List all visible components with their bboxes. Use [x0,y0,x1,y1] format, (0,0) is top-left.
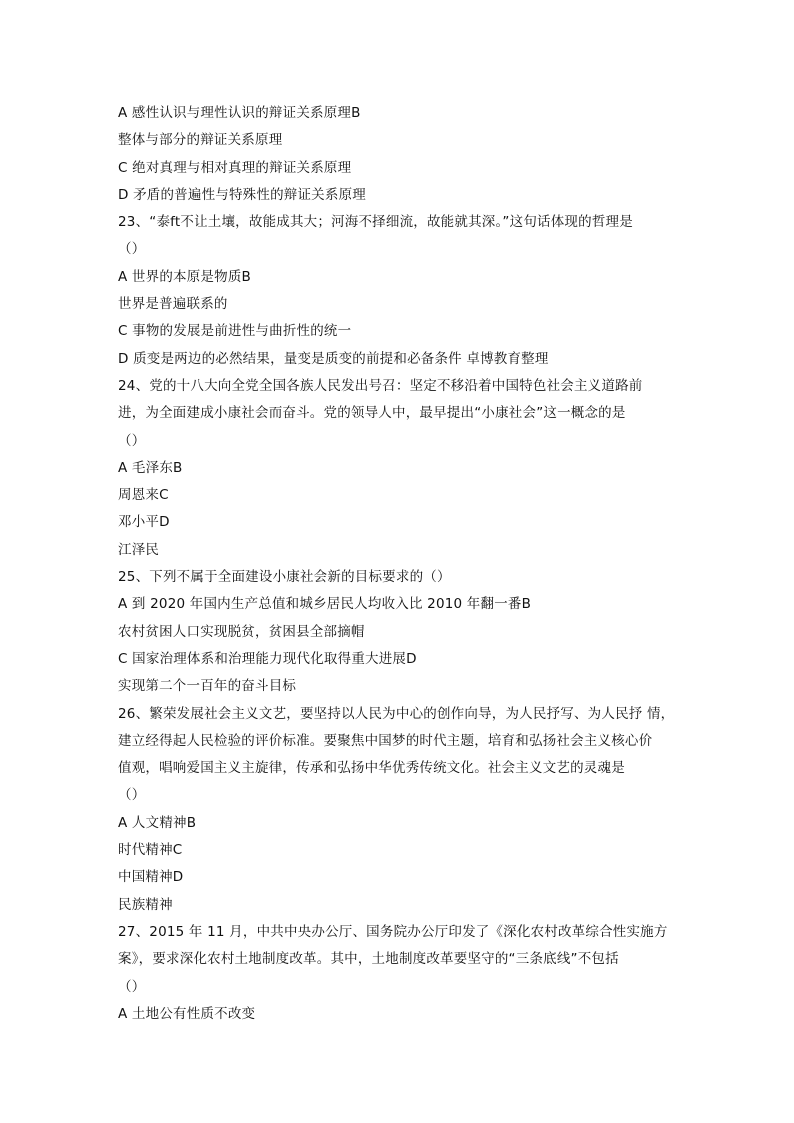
answer-blank: （） [118,787,146,804]
option-line: 邓小平D [118,514,170,531]
document-page [118,100,678,1028]
option-line: D 矛盾的普遍性与特殊性的辩证关系原理 [118,186,366,203]
option-line: 时代精神C [118,842,183,859]
answer-blank: （） [118,241,146,258]
question-27-cont: 案》，要求深化农村土地制度改革。其中，土地制度改革要坚守的“三条底线”不包括 [118,951,619,968]
option-line: D 质变是两边的必然结果，量变是质变的前提和必备条件 卓博教育整理 [118,350,549,367]
answer-blank: （） [118,978,146,995]
option-line: 世界是普遍联系的 [118,296,228,313]
question-25: 25、下列不属于全面建设小康社会新的目标要求的（） [118,569,451,586]
question-27: 27、2015 年 11 月，中共中央办公厅、国务院办公厅印发了《深化农村改革综合性实施方 [118,923,668,940]
question-26-cont: 建立经得起人民检验的评价标准。要聚焦中国梦的时代主题，培育和弘扬社会主义核心价 [118,732,653,749]
answer-blank: （） [118,432,146,449]
question-26: 26、繁荣发展社会主义文艺，要坚持以人民为中心的创作向导，为人民抒写、为人民抒 情， [118,705,675,722]
question-26-cont: 值观，唱响爱国主义主旋律，传承和弘扬中华优秀传统文化。社会主义文艺的灵魂是 [118,760,625,777]
option-line: 中国精神D [118,869,184,886]
option-line: 整体与部分的辩证关系原理 [118,132,283,149]
option-line: C 绝对真理与相对真理的辩证关系原理 [118,159,352,176]
option-line: C 事物的发展是前进性与曲折性的统一 [118,323,352,340]
option-line: A 世界的本原是物质B [118,268,251,285]
option-line: A 感性认识与理性认识的辩证关系原理B [118,105,361,121]
option-line: 江泽民 [118,541,160,558]
option-line: 周恩来C [118,487,169,504]
option-line: A 毛泽东B [118,459,183,476]
option-line: A 到 2020 年国内生产总值和城乡居民人均收入比 2010 年翻一番B [118,596,532,613]
option-line: 实现第二个一百年的奋斗目标 [118,678,297,695]
option-line: A 人文精神B [118,814,197,831]
question-24-cont: 进，为全面建成小康社会而奋斗。党的领导人中，最早提出“小康社会”这一概念的是 [118,405,626,422]
option-line: 民族精神 [118,896,173,913]
option-line: 农村贫困人口实现脱贫，贫困县全部摘帽 [118,623,365,640]
question-24: 24、党的十八大向全党全国各族人民发出号召：坚定不移沿着中国特色社会主义道路前 [118,377,643,394]
option-line: C 国家治理体系和治理能力现代化取得重大进展D [118,650,417,667]
question-23: 23、“泰ft不让土壤，故能成其大；河海不择细流，故能就其深。”这句话体现的哲理是 [118,214,633,231]
option-line: A 土地公有性质不改变 [118,1005,256,1022]
